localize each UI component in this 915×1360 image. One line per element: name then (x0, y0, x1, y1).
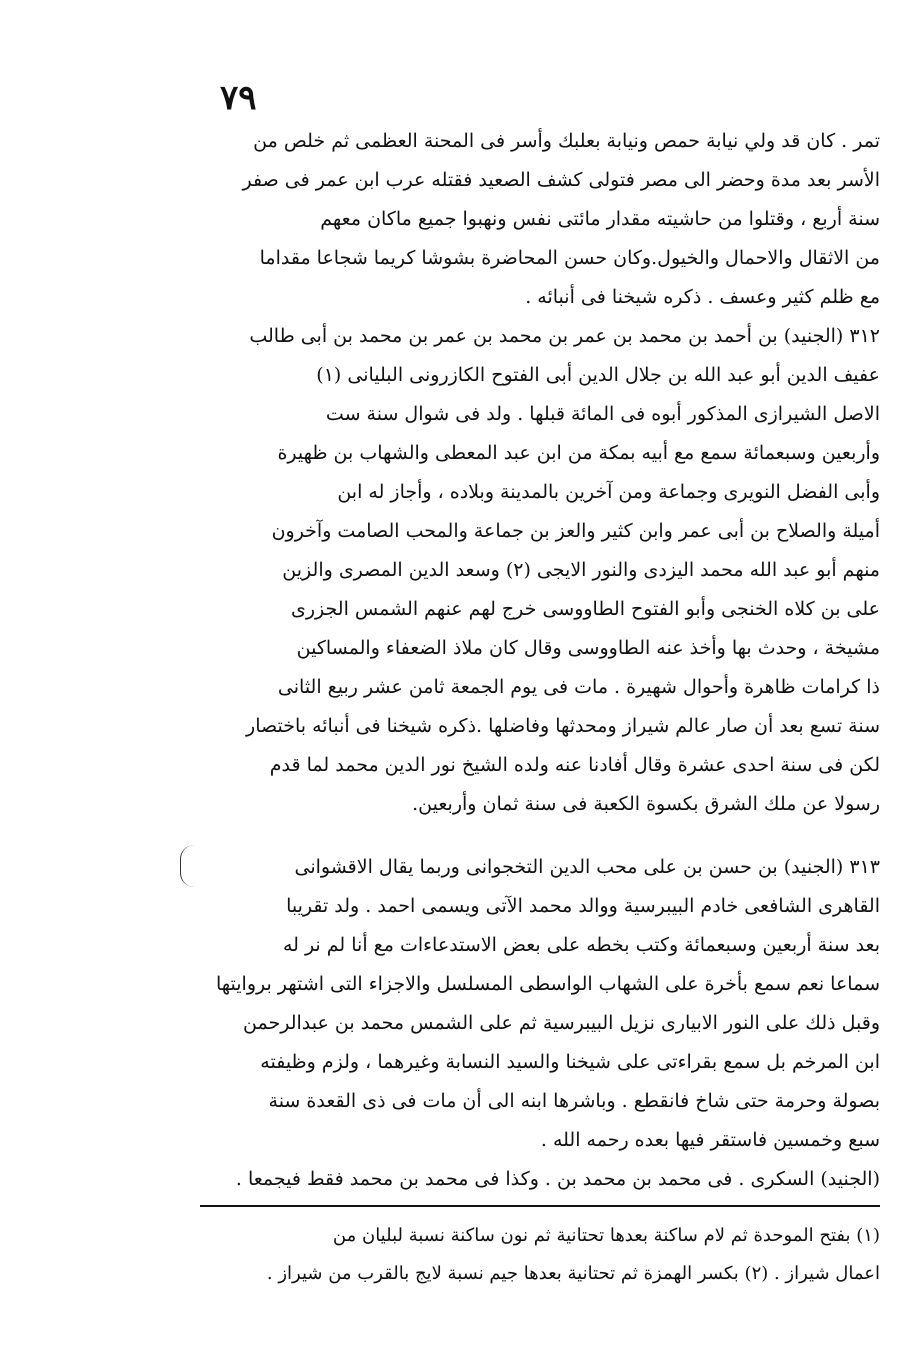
text-line: القاهرى الشافعى خادم البيبرسية ووالد محمد الآتى ويسمى احمد . ولد تقريبا (286, 895, 880, 917)
text-line: مع ظلم كثير وعسف . ذكره شيخنا فى أنبائه . (525, 286, 880, 308)
cross-reference-entry: (الجنيد) السكرى . فى محمد بن محمد بن . وكذا فى محمد بن محمد فقط فيجمعا . (235, 1168, 880, 1190)
text-line: وأبى الفضل النويرى وجماعة ومن آخرين بالمدينة وبلاده ، وأجاز له ابن (337, 481, 880, 503)
margin-bracket-mark (180, 845, 195, 887)
text-line: تمر . كان قد ولي نيابة حمص ونيابة بعلبك وأسر فى المحنة العظمى ثم خلص من (253, 130, 880, 152)
text-line: منهم أبو عبد الله محمد اليزدى والنور الايجى (٢) وسعد الدين المصرى والزين (282, 559, 880, 581)
footnote-line: (١) بفتح الموحدة ثم لام ساكنة بعدها تحتانية ثم نون ساكنة نسبة لبليان من (332, 1225, 880, 1246)
text-line: عفيف الدين أبو عبد الله بن جلال الدين أبى الفتوح الكازرونى البليانى (١) (316, 364, 880, 386)
text-line: أميلة والصلاح بن أبى عمر وابن كثير والعز بن جماعة والمحب الصامت وآخرون (271, 520, 880, 542)
entry-heading-312: ٣١٢ (الجنيد) بن أحمد بن محمد بن عمر بن محمد بن عمر بن محمد بن أبى طالب (249, 325, 880, 347)
text-line: الاصل الشيرازى المذكور أبوه فى المائة قبلها . ولد فى شوال سنة ست (325, 403, 880, 425)
text-line: رسولا عن ملك الشرق بكسوة الكعبة فى سنة ثمان وأربعين. (412, 793, 880, 815)
text-line: ذا كرامات ظاهرة وأحوال شهيرة . مات فى يوم الجمعة ثامن عشر ربيع الثانى (277, 676, 880, 698)
text-line: بصولة وحرمة حتى شاخ فانقطع . وباشرها ابنه الى أن مات فى ذى القعدة سنة (268, 1090, 880, 1112)
text-line: سنة أربع ، وقتلوا من حاشيته مقدار مائتى نفس ونهبوا جميع ماكان معهم (320, 208, 880, 230)
text-line: سماعا نعم سمع بأخرة على الشهاب الواسطى المسلسل والاجزاء التى اشتهر بروايتها (215, 973, 880, 995)
footnote-divider (200, 1205, 880, 1207)
text-line: سنة تسع بعد أن صار عالم شيراز ومحدثها وفاضلها .ذكره شيخنا فى أنبائه باختصار (246, 715, 880, 737)
text-line: من الاثقال والاحمال والخيول.وكان حسن المحاضرة بشوشا كريما شجاعا مقداما (259, 247, 880, 269)
text-line: وأربعين وسبعمائة سمع مع أبيه بمكة من ابن عبد المعطى والشهاب بن ظهيرة (277, 442, 880, 464)
text-line: مشيخة ، وحدث بها وأخذ عنه الطاووسى وقال كان ملاذ الضعفاء والمساكين (296, 637, 880, 659)
text-line: وقبل ذلك على النور الابيارى نزيل البيبرسية ثم على الشمس محمد بن عبدالرحمن (243, 1012, 880, 1034)
entry-heading-313: ٣١٣ (الجنيد) بن حسن بن على محب الدين التخجوانى وربما يقال الاقشوانى (294, 856, 880, 878)
text-line: على بن كلاه الخنجى وأبو الفتوح الطاووسى خرج لهم عنهم الشمس الجزرى (291, 598, 880, 620)
footnote-line: اعمال شيراز . (٢) بكسر الهمزة ثم تحتانية بعدها جيم نسبة لايج بالقرب من شيراز . (266, 1263, 880, 1284)
text-line: بعد سنة أربعين وسبعمائة وكتب بخطه على بعض الاستدعاءات مع أنا لم نر له (282, 934, 880, 956)
page-number: ٧٩ (220, 78, 257, 118)
text-line: سبع وخمسين فاستقر فيها بعده رحمه الله . (540, 1129, 880, 1151)
text-line: ابن المرخم بل سمع بقراءتى على شيخنا والسيد النسابة وغيرهما ، ولزم وظيفته (260, 1051, 880, 1073)
text-line: لكن فى سنة احدى عشرة وقال أفادنا عنه ولده الشيخ نور الدين محمد لما قدم (269, 754, 880, 776)
text-line: الأسر بعد مدة وحضر الى مصر فتولى كشف الصعيد فقتله عرب ابن عمر فى صفر (242, 169, 880, 191)
